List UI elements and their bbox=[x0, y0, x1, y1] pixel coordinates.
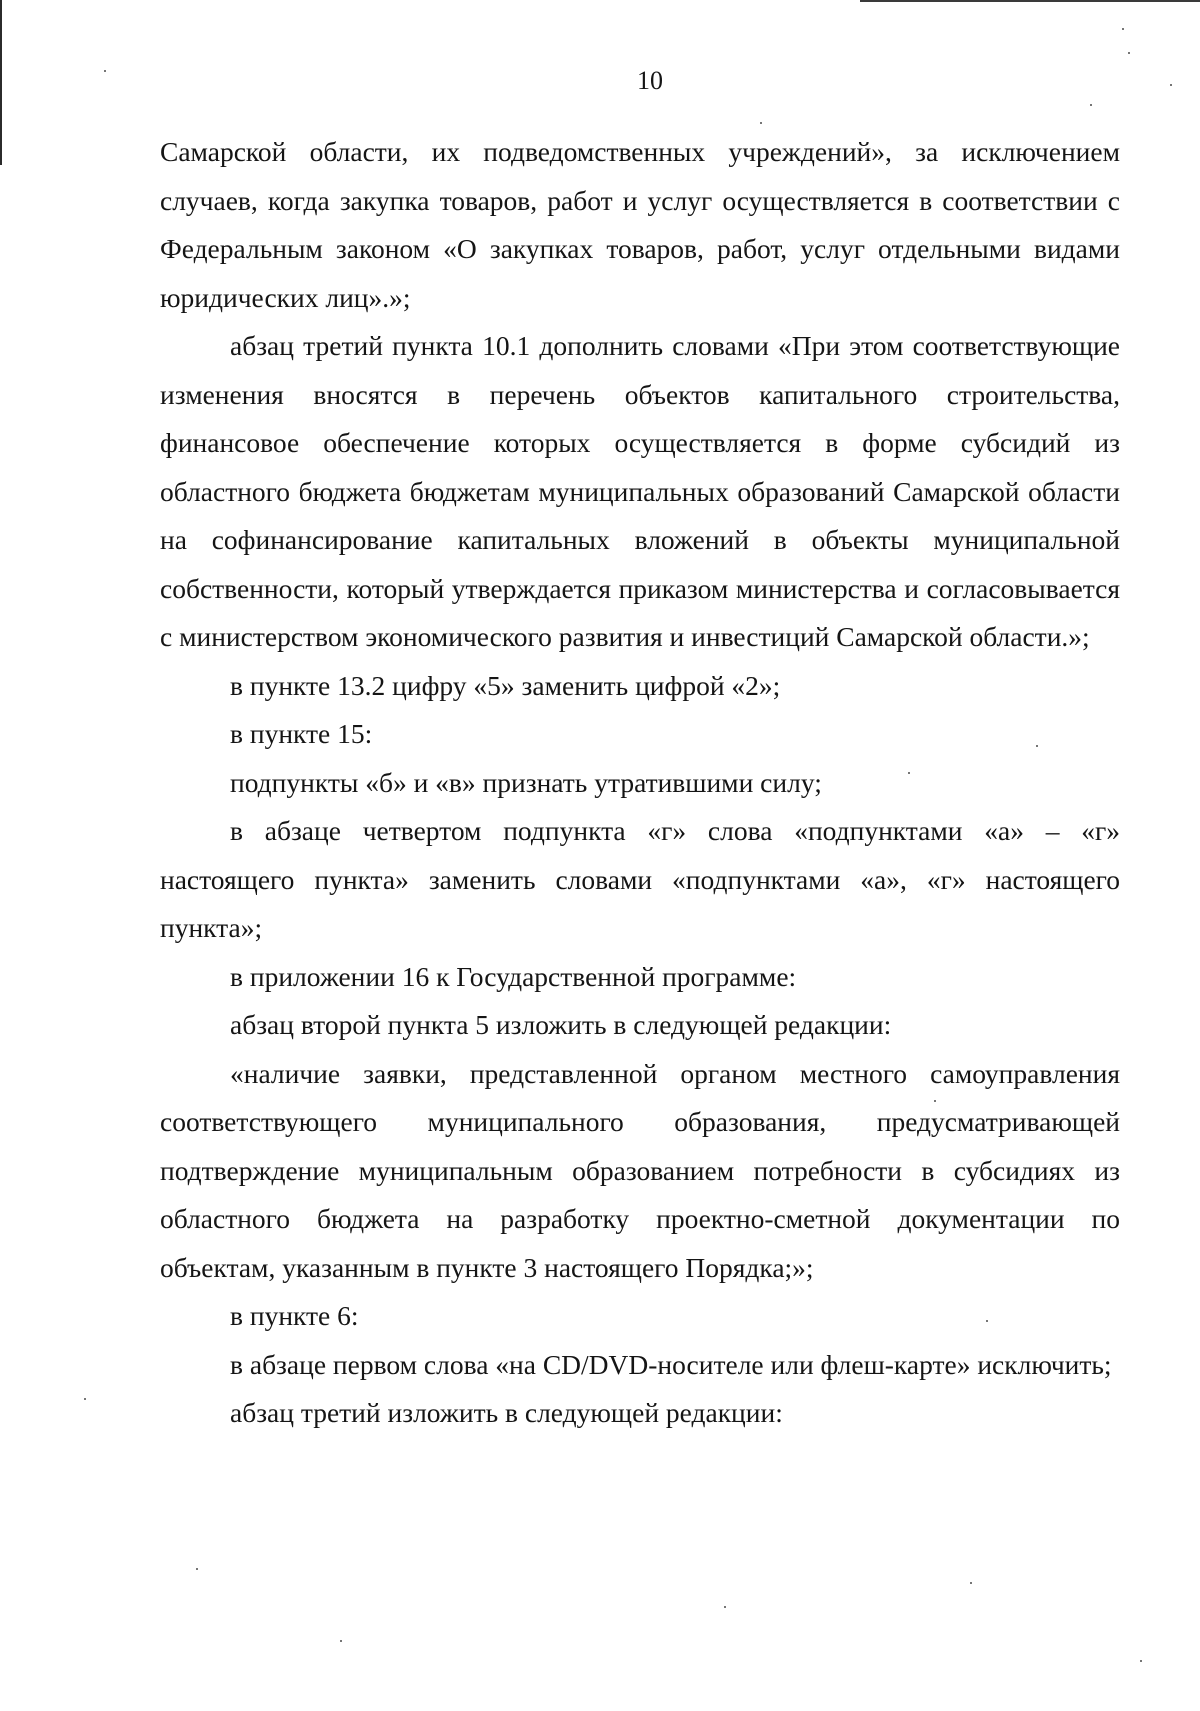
document-body bbox=[160, 128, 1120, 1438]
scan-speck bbox=[1140, 1660, 1142, 1662]
paragraph: «наличие заявки, представленной органом местного самоуправления соответствующего муниципального образования, предусматривающей подтверждение муниципальным образованием потребности в субсидиях из областного бюджета на разработку проектно-сметной документации по объектам, указанным в пункте 3 настоящего Порядка;»; bbox=[160, 1057, 1120, 1283]
paragraph: в приложении 16 к Государственной программе: bbox=[230, 960, 797, 992]
scan-edge-artifact bbox=[860, 0, 1200, 2]
paragraph: абзац третий изложить в следующей редакции: bbox=[230, 1397, 783, 1428]
paragraph: в абзаце четвертом подпункта «г» слова «подпунктами «а» – «г» настоящего пункта» заменить словами «подпунктами «а», «г» настоящего пункта»; bbox=[160, 815, 1120, 943]
scan-speck bbox=[84, 1398, 86, 1400]
paragraph: в пункте 6: bbox=[230, 1300, 359, 1331]
paragraph: в пункте 13.2 цифру «5» заменить цифрой «2»; bbox=[230, 669, 781, 701]
paragraph: абзац третий пункта 10.1 дополнить словами «При этом соответствующие изменения вносятся в перечень объектов капитального строительства, финансовое обеспечение которых осуществляется в форме субсидий из областного бюджета бюджетам муниципальных образований Самарской области на софинансирование капитальных вложений в объекты муниципальной собственности, который утверждается приказом министерства и согласовывается с министерством экономического развития и инвестиций Самарской области.»; bbox=[160, 330, 1120, 652]
scan-speck bbox=[340, 1640, 342, 1642]
scan-speck bbox=[1090, 104, 1092, 106]
paragraph: в абзаце первом слова «на CD/DVD-носителе или флеш-карте» исключить; bbox=[230, 1348, 1112, 1380]
scan-speck bbox=[1122, 28, 1124, 30]
page-number: 10 bbox=[637, 66, 663, 95]
paragraph: абзац второй пункта 5 изложить в следующей редакции: bbox=[230, 1009, 892, 1040]
scan-speck bbox=[1128, 52, 1130, 54]
paragraph: в пункте 15: bbox=[230, 718, 373, 749]
scan-speck bbox=[196, 1568, 198, 1570]
paragraph-continuation: Самарской области, их подведомственных учреждений», за исключением случаев, когда закупка товаров, работ и услуг осуществляется в соответствии с Федеральным законом «О закупках товаров, работ, услуг отдельными видами юридических лиц».»; bbox=[160, 136, 1120, 313]
paragraph: подпункты «б» и «в» признать утратившими силу; bbox=[230, 766, 822, 798]
scan-speck bbox=[724, 1606, 726, 1608]
scan-speck bbox=[760, 122, 762, 124]
scan-speck bbox=[970, 1582, 972, 1584]
